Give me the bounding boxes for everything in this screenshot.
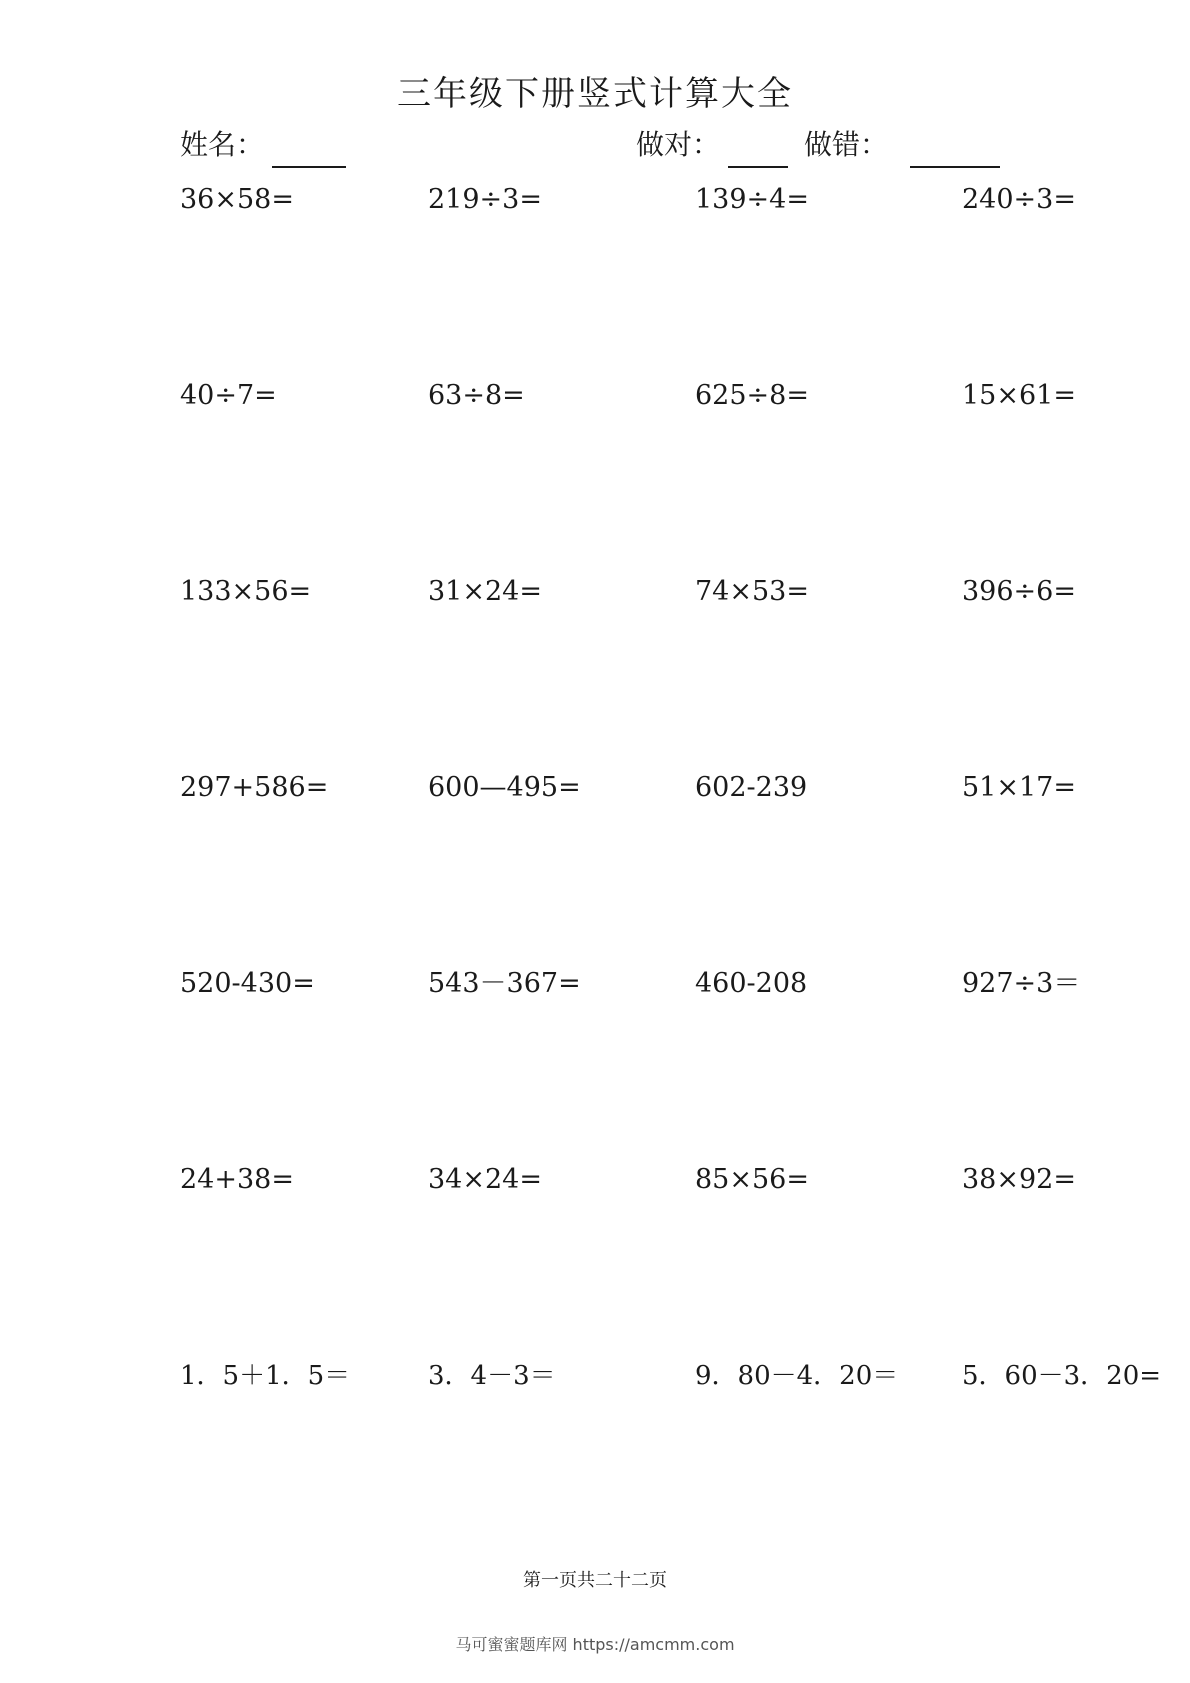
correct-blank — [728, 166, 788, 168]
problem-item: 34×24= — [428, 1164, 542, 1195]
problem-item: 460-208 — [695, 968, 808, 999]
problem-item: 74×53= — [695, 576, 809, 607]
problem-item: 40÷7= — [180, 380, 277, 411]
problem-item: 602-239 — [695, 772, 808, 803]
problem-item: 240÷3= — [962, 184, 1076, 215]
watermark: 马可蜜蜜题库网 https://amcmm.com — [455, 1635, 735, 1654]
problem-item: 133×56= — [180, 576, 312, 607]
problem-item: 24+38= — [180, 1164, 294, 1195]
problem-item: 63÷8= — [428, 380, 525, 411]
problem-item: 297+586= — [180, 772, 329, 803]
problem-item: 15×61= — [962, 380, 1076, 411]
problem-item: 927÷3＝ — [962, 968, 1081, 999]
correct-label: 做对： — [636, 128, 721, 161]
problem-item: 5．60－3．20= — [962, 1361, 1162, 1391]
page-number: 第一页共二十二页 — [523, 1570, 667, 1591]
problem-item: 51×17= — [962, 772, 1076, 803]
name-label: 姓名： — [180, 128, 265, 161]
problem-item: 3．4－3＝ — [428, 1361, 556, 1391]
name-blank — [272, 166, 346, 168]
problem-item: 625÷8= — [695, 380, 809, 411]
page-title: 三年级下册竖式计算大全 — [397, 74, 793, 114]
problem-item: 139÷4= — [695, 184, 809, 215]
problem-item: 85×56= — [695, 1164, 809, 1195]
problem-item: 219÷3= — [428, 184, 542, 215]
problem-item: 520-430= — [180, 968, 315, 999]
wrong-blank — [910, 166, 1000, 168]
problem-item: 38×92= — [962, 1164, 1076, 1195]
problem-item: 36×58= — [180, 184, 294, 215]
problem-item: 543－367= — [428, 968, 581, 999]
problem-item: 9．80－4．20＝ — [695, 1361, 899, 1391]
problem-item: 1．5＋1．5＝ — [180, 1361, 351, 1391]
problem-item: 31×24= — [428, 576, 542, 607]
problem-item: 396÷6= — [962, 576, 1076, 607]
problem-item: 600—495= — [428, 772, 581, 803]
wrong-label: 做错： — [804, 128, 889, 161]
